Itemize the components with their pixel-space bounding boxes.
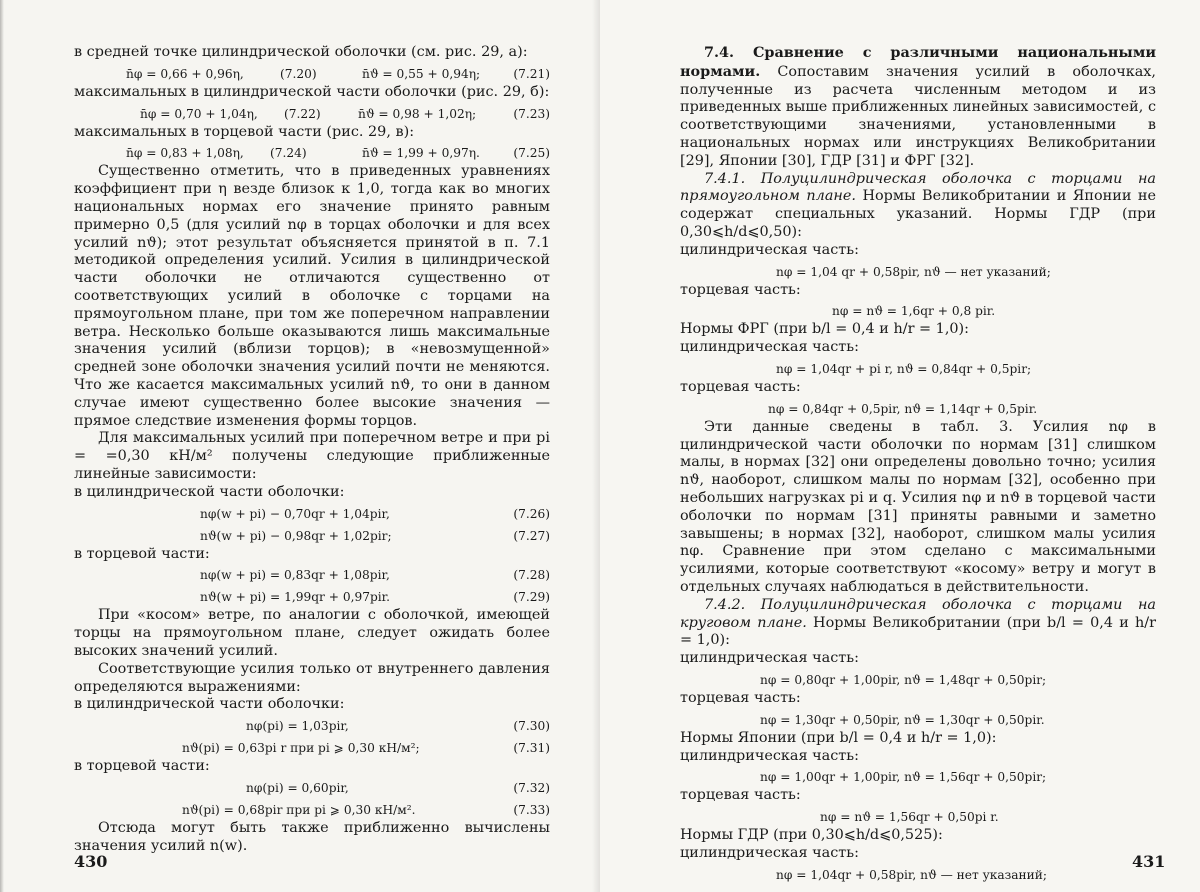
equation-row bbox=[74, 141, 550, 163]
subheading: торцевая часть: bbox=[680, 689, 801, 706]
equation-row bbox=[74, 736, 550, 758]
equation: nϑ(pi) = 0,68pir при pi ⩾ 0,30 кН/м². bbox=[182, 802, 416, 817]
equation-number: (7.21) bbox=[513, 66, 550, 81]
equation-row bbox=[74, 102, 550, 124]
subsection-title: 7.4.2. Полуцилиндрическая оболочка с торцами на круговом плане. bbox=[680, 596, 1156, 631]
subheading: цилиндрическая часть: bbox=[680, 650, 859, 667]
equation-number: (7.25) bbox=[513, 146, 550, 161]
equation-number: (7.28) bbox=[513, 568, 550, 583]
equation: nφ = 1,04qr + 0,58pir, nϑ — нет указаний; bbox=[776, 867, 1048, 882]
equation: nφ = 1,00qr + 1,00pir, nϑ = 1,56qr + 0,50pir; bbox=[760, 770, 1047, 785]
equation: nϑ(w + pi) = 1,99qr + 0,97pir. bbox=[200, 590, 391, 605]
subheading: цилиндрическая часть: bbox=[680, 241, 859, 258]
equation-row bbox=[74, 585, 550, 607]
equation-number: (7.20) bbox=[280, 66, 317, 81]
subheading: цилиндрическая часть: bbox=[680, 339, 859, 356]
line-max-cylinder: максимальных в цилиндрической части оболочки (рис. 29, б): bbox=[74, 83, 550, 100]
equation-number: (7.23) bbox=[513, 106, 550, 121]
equation: nφ(pi) = 1,03pir, bbox=[246, 719, 349, 734]
equation-row bbox=[74, 502, 550, 524]
equation: nφ(pi) = 0,60pir, bbox=[246, 780, 349, 795]
equation: n̄ϑ = 0,55 + 0,94η; bbox=[362, 66, 481, 81]
subheading: в торцевой части: bbox=[74, 758, 210, 775]
equation: nφ(w + pi) − 0,70qr + 1,04pir, bbox=[200, 506, 390, 521]
equation: nφ(w + pi) = 0,83qr + 1,08pir, bbox=[200, 568, 390, 583]
paragraph: Сопоставим значения усилий в оболочках, полученные из расчета численным методом и из приведенных выше приближенных линейных зависимостей, с соответствующими значениями, установленными в национальных нормах или инструкциях Великобритании [29], Японии [30], ГДР [31] и ФРГ [32]. bbox=[680, 63, 1156, 169]
equation-row bbox=[74, 714, 550, 736]
subheading: в цилиндрической части оболочки: bbox=[74, 483, 345, 500]
section-intro bbox=[680, 44, 1156, 171]
paragraph: Соответствующие усилия только от внутреннего давления определяются выражениями: bbox=[74, 660, 550, 695]
subsection-741 bbox=[680, 171, 1156, 242]
paragraph: Нормы Великобритании (при b/l = 0,4 и h/r = 1,0): bbox=[680, 614, 1156, 649]
equation: nφ = 0,84qr + 0,5pir, nϑ = 1,14qr + 0,5pir. bbox=[768, 401, 1038, 416]
subheading: торцевая часть: bbox=[680, 281, 801, 298]
equation-row bbox=[680, 668, 1156, 690]
equation-row bbox=[680, 805, 1156, 827]
subheading: в торцевой части: bbox=[74, 545, 210, 562]
equation: nϑ(pi) = 0,63pi r при pi ⩾ 0,30 кН/м²; bbox=[182, 741, 420, 756]
paragraph: При «косом» ветре, по аналогии с оболочкой, имеющей торцы на прямоугольном плане, следует ожидать более высоких значений усилий. bbox=[74, 607, 550, 659]
paragraph: Нормы Великобритании и Японии не содержат специальных указаний. Нормы ГДР (при 0,30⩽h/d⩽0,50): bbox=[680, 188, 1156, 240]
equation-row bbox=[74, 62, 550, 84]
norms-line: Нормы ГДР (при 0,30⩽h/d⩽0,525): bbox=[680, 827, 943, 844]
equation: nφ = nϑ = 1,6qr + 0,8 pir. bbox=[832, 304, 996, 319]
equation-number: (7.27) bbox=[513, 528, 550, 543]
equation-row bbox=[74, 563, 550, 585]
equation-row bbox=[74, 776, 550, 798]
equation-row bbox=[680, 708, 1156, 730]
equation: nφ = 0,80qr + 1,00pir, nϑ = 1,48qr + 0,50pir; bbox=[760, 672, 1047, 687]
subsection-title: 7.4.1. Полуцилиндрическая оболочка с торцами на прямоугольном плане. bbox=[680, 170, 1156, 205]
left-text-column bbox=[74, 44, 550, 856]
subheading: цилиндрическая часть: bbox=[680, 747, 859, 764]
equation-number: (7.30) bbox=[513, 719, 550, 734]
paragraph: Существенно отметить, что в приведенных уравнениях коэффициент при η везде близок к 1,0, тогда как во многих национальных нормах его значение принято равным примерно 0,5 (для усилий nφ в торцах оболочки и для всех усилий nϑ); этот результат объясняется принятой в п. 7.1 методикой определения усилий. Усилия в цилиндрической части оболочки не отличаются существенно от соответствующих усилий в оболочке с торцами на прямоугольном плане, при том же поперечном направлении ветра. Несколько больше оказываются лишь максимальные значения усилий (вблизи торцов); в «невозмущенной» средней зоне оболочки значения усилий почти не меняются. Что же касается максимальных усилий nϑ, то они в данном случае имеют существенно более высокие значения — прямое следствие изменения формы торцов. bbox=[74, 163, 550, 429]
equation: n̄ϑ = 0,98 + 1,02η; bbox=[358, 106, 477, 121]
subheading: цилиндрическая часть: bbox=[680, 844, 859, 861]
paragraph: Для максимальных усилий при поперечном ветре и при pi = =0,30 кН/м² получены следующие приближенные линейные зависимости: bbox=[74, 430, 550, 482]
equation-number: (7.32) bbox=[513, 780, 550, 795]
paragraph: Отсюда могут быть также приближенно вычислены значения усилий n(w). bbox=[74, 819, 550, 854]
section-heading: 7.4. Сравнение с различными национальными нормами. bbox=[680, 44, 1156, 80]
equation-row bbox=[680, 260, 1156, 282]
page-number: 430 bbox=[74, 852, 108, 871]
line-max-end: максимальных в торцевой части (рис. 29, в): bbox=[74, 123, 415, 140]
norms-line: Нормы ФРГ (при b/l = 0,4 и h/r = 1,0): bbox=[680, 321, 970, 338]
equation-row bbox=[680, 863, 1156, 885]
equation: n̄φ = 0,70 + 1,04η, bbox=[140, 106, 258, 121]
subheading: торцевая часть: bbox=[680, 787, 801, 804]
equation: n̄ϑ = 1,99 + 0,97η. bbox=[362, 146, 480, 161]
page-edge-shadow bbox=[0, 0, 4, 892]
equation: n̄φ = 0,83 + 1,08η, bbox=[126, 146, 244, 161]
subsection-742 bbox=[680, 597, 1156, 650]
equation-number: (7.29) bbox=[513, 590, 550, 605]
equation-number: (7.26) bbox=[513, 506, 550, 521]
equation-number: (7.22) bbox=[284, 106, 321, 121]
subheading: торцевая часть: bbox=[680, 378, 801, 395]
equation: nφ = 1,04 qr + 0,58pir, nϑ — нет указаний; bbox=[776, 264, 1051, 279]
equation-number: (7.33) bbox=[513, 802, 550, 817]
equation: nφ = 1,04qr + pi r, nϑ = 0,84qr + 0,5pir; bbox=[776, 361, 1032, 376]
equation-number: (7.24) bbox=[270, 146, 307, 161]
equation-row bbox=[680, 299, 1156, 321]
line-middle-point: в средней точке цилиндрической оболочки (см. рис. 29, а): bbox=[74, 44, 528, 60]
norms-line: Нормы Японии (при b/l = 0,4 и h/r = 1,0): bbox=[680, 729, 997, 746]
right-text-column bbox=[680, 44, 1156, 885]
right-page bbox=[600, 0, 1200, 892]
equation-row bbox=[680, 765, 1156, 787]
equation: n̄φ = 0,66 + 0,96η, bbox=[126, 66, 244, 81]
equation-row bbox=[680, 397, 1156, 419]
equation: nϑ(w + pi) − 0,98qr + 1,02pir; bbox=[200, 528, 392, 543]
equation: nφ = nϑ = 1,56qr + 0,50pi r. bbox=[820, 810, 999, 825]
equation: nφ = 1,30qr + 0,50pir, nϑ = 1,30qr + 0,50pir. bbox=[760, 712, 1045, 727]
page-number: 431 bbox=[1132, 852, 1166, 871]
paragraph: Эти данные сведены в табл. 3. Усилия nφ в цилиндрической части оболочки по нормам [31] слишком малы, в нормах [32] они определены довольно точно; усилия nϑ, наоборот, слишком малы по нормам [32], особенно при небольших нагрузках pi и q. Усилия nφ и nϑ в торцевой части оболочки по нормам [31] приняты равными и заметно завышены; в нормах [32], наоборот, слишком малы усилия nφ. Сравнение при этом сделано с максимальными усилиями, которые соответствуют «косому» ветру и могут в отдельных случаях наблюдаться в действительности. bbox=[680, 418, 1156, 595]
equation-row bbox=[74, 524, 550, 546]
equation-row bbox=[74, 798, 550, 820]
subheading: в цилиндрической части оболочки: bbox=[74, 696, 345, 713]
equation-number: (7.31) bbox=[513, 741, 550, 756]
equation-row bbox=[680, 357, 1156, 379]
